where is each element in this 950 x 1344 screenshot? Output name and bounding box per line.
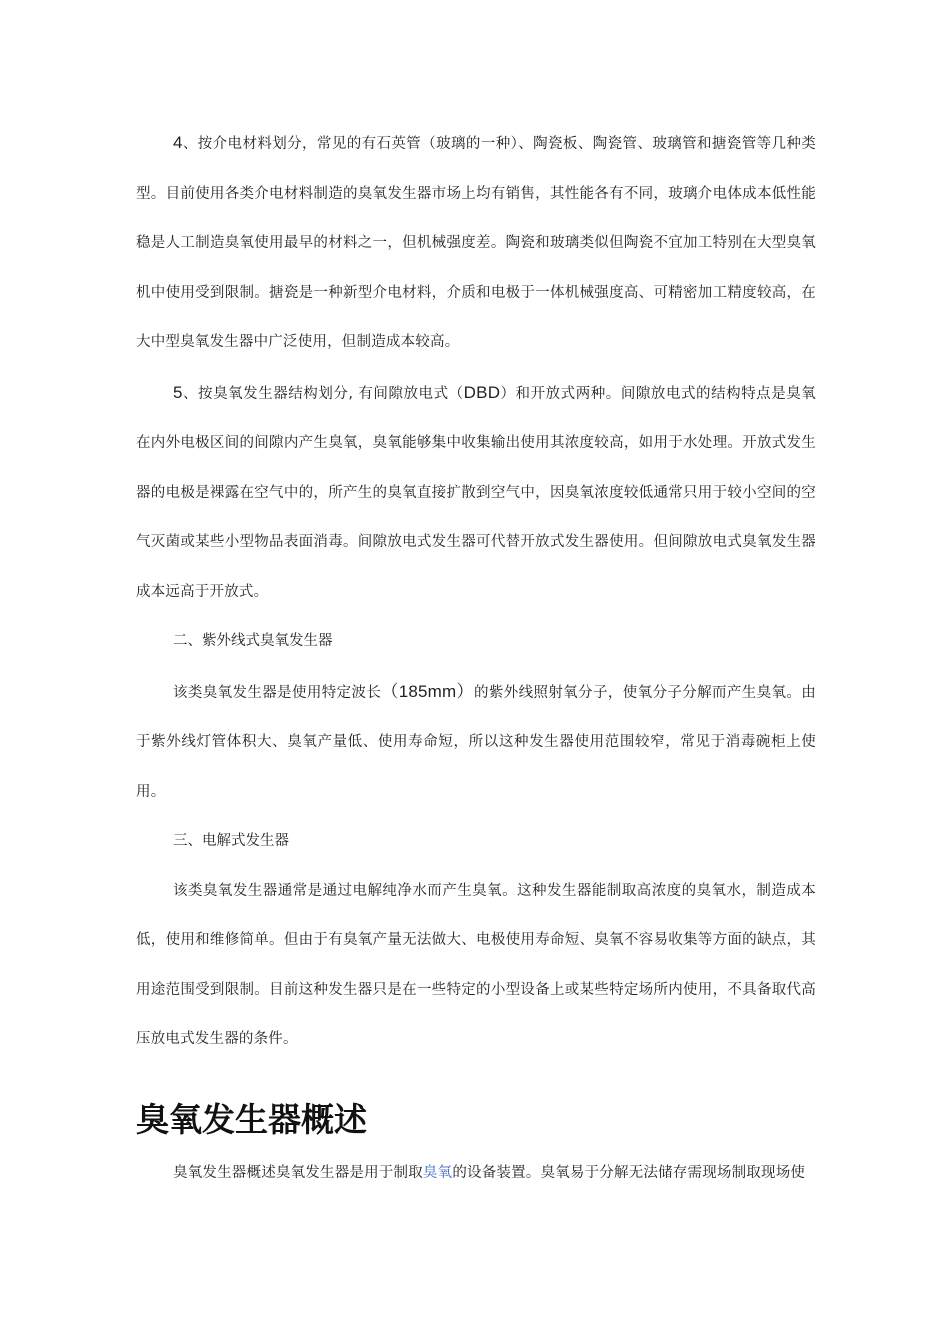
ozone-link[interactable]: 臭氧 (422, 1164, 453, 1181)
uv-wavelength: （185mm） (381, 681, 474, 701)
paragraph-text: 臭氧发生器概述臭氧发生器是用于制取 (173, 1164, 423, 1181)
paragraph-text: 的设备装置。臭氧易于分解无法储存需现场制取现场使 (452, 1164, 806, 1181)
paragraph-text: 、按臭氧发生器结构划分, 有间隙放电式（ (182, 385, 464, 402)
document-page (136, 118, 816, 1198)
paragraph-text: ）和开放式两种。间隙放电式的结构特点是臭氧在内外电极区间的间隙内产生臭氧，臭氧能够集中收集输出使用其浓度较高，如用于水处理。开放式发生器的电极是裸露在空气中的，所产生的臭氧直接扩散到空气中，因臭氧浓度较低通常只用于较小空间的空气灭菌或某些小型物品表面消毒。间隙放电式发生器可代替开放式发生器使用。但间隙放电式臭氧发生器成本远高于开放式。 (136, 385, 817, 600)
paragraph-text: 、按介电材料划分，常见的有石英管（玻璃的一种）、陶瓷板、陶瓷管、玻璃管和搪瓷管等几种类型。目前使用各类介电材料制造的臭氧发生器市场上均有销售，其性能各有不同，玻璃介电体成本低性能稳是人工制造臭氧使用最早的材料之一，但机械强度差。陶瓷和玻璃类似但陶瓷不宜加工特别在大型臭氧机中使用受到限制。搪瓷是一种新型介电材料，介质和电极于一体机械强度高、可精密加工精度较高，在大中型臭氧发生器中广泛使用，但制造成本较高。 (136, 136, 816, 350)
paragraph-dielectric-materials (136, 118, 816, 368)
paragraph-text: 该类臭氧发生器是使用特定波长 (173, 684, 382, 701)
uv-generator-heading: 二、紫外线式臭氧发生器 (173, 633, 333, 649)
paragraph-electrolytic-generator: 该类臭氧发生器通常是通过电解纯净水而产生臭氧。这种发生器能制取高浓度的臭氧水，制造成本低，使用和维修简单。但由于有臭氧产量无法做大、电极使用寿命短、臭氧不容易收集等方面的缺点，其用途范围受到限制。目前这种发生器只是在一些特定的小型设备上或某些特定场所内使用，不具备取代高压放电式发生器的条件。 (136, 882, 816, 1047)
paragraph-uv-generator (136, 667, 816, 818)
paragraph-text: 的紫外线照射氧分子，使氧分子分解而产生臭氧。由于紫外线灯管体积大、臭氧产量低、使用寿命短，所以这种发生器使用范围较窄，常见于消毒碗柜上使用。 (136, 684, 816, 800)
item-number-4: 4 (173, 133, 183, 152)
paragraph-structure-types (136, 368, 816, 618)
item-number-5: 5 (173, 382, 183, 402)
section-title: 臭氧发生器概述 (136, 1099, 367, 1139)
dbd-term: DBD (463, 382, 501, 402)
paragraph-overview (136, 1149, 816, 1199)
electrolytic-generator-heading: 三、电解式发生器 (173, 833, 289, 849)
